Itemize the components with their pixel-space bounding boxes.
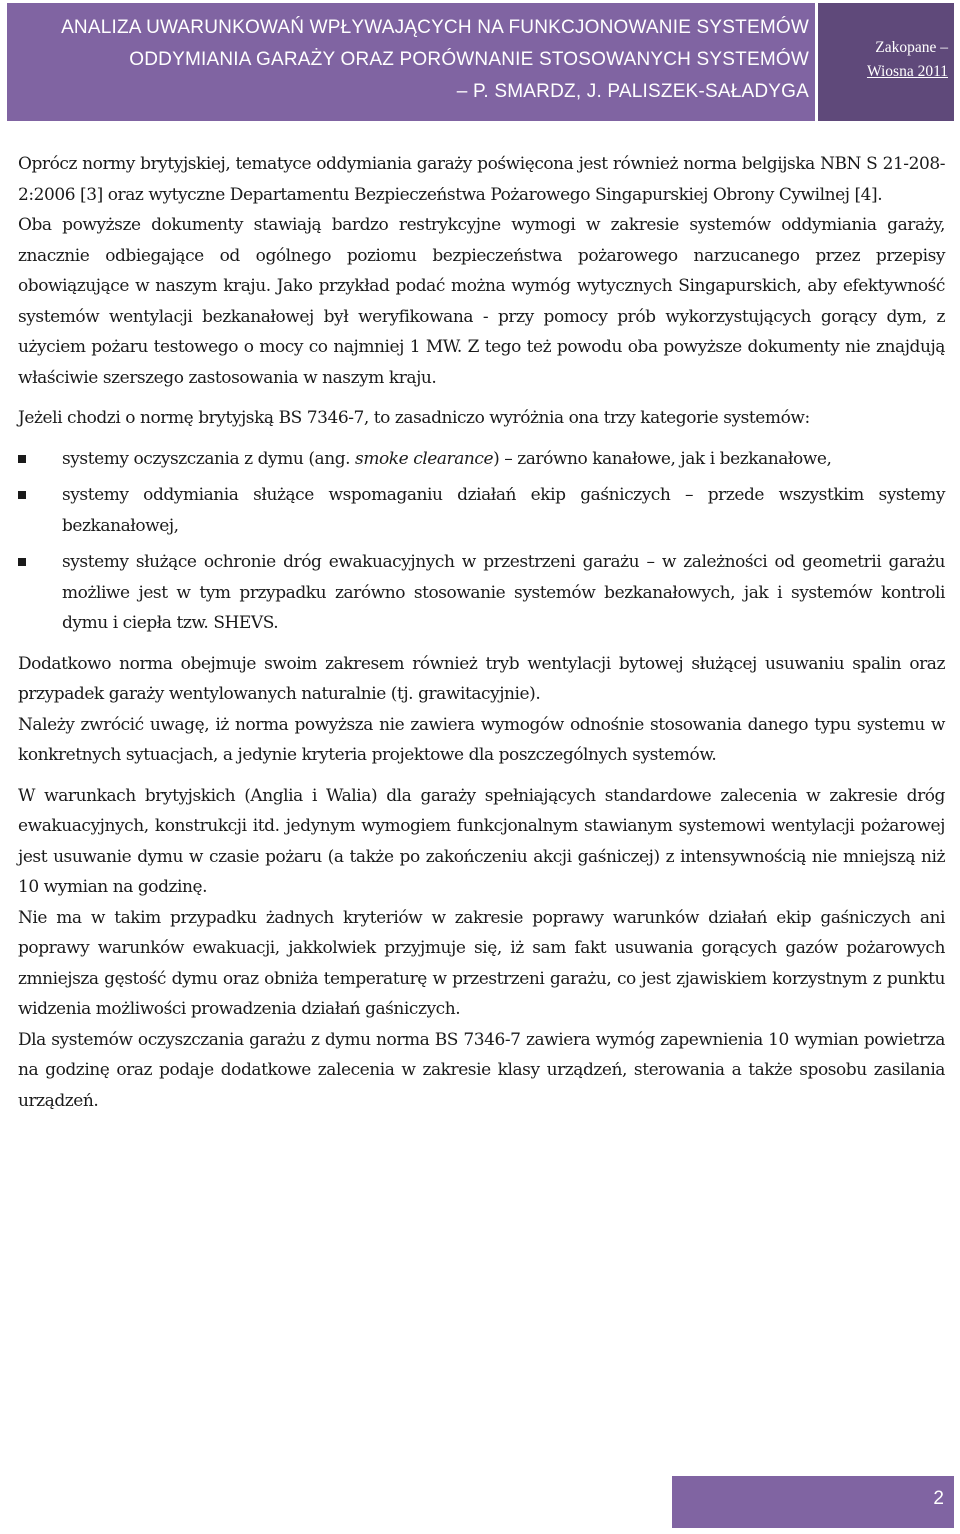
square-bullet-icon (18, 558, 26, 566)
header-authors: – P. SMARDZ, J. PALISZEK-SAŁADYGA (456, 81, 809, 102)
list-item (18, 547, 945, 639)
bullet-1-text-end: ) – zarówno kanałowe, jak i bezkanałowe, (493, 448, 832, 469)
bullet-1-emphasis: smoke clearance (355, 448, 494, 469)
paragraph-5: Należy zwrócić uwagę, iż norma powyższa nie zawiera wymogów odnośnie stosowania danego typu systemu w konkretnych sytuacjach, a jedynie kryteria projektowe dla poszczególnych systemów. (18, 714, 945, 765)
header-title-line-1: ANALIZA UWARUNKOWAŃ WPŁYWAJĄCYCH NA FUNKCJONOWANIE SYSTEMÓW (61, 17, 809, 38)
list-item (18, 444, 945, 475)
header-title-line-2: ODDYMIANIA GARAŻY ORAZ PORÓWNANIE STOSOWANYCH SYSTEMÓW (129, 49, 809, 70)
list-item (18, 480, 945, 541)
square-bullet-icon (18, 455, 26, 463)
bullet-1-text: systemy oczyszczania z dymu (ang. (62, 448, 356, 469)
paragraph-6: W warunkach brytyjskich (Anglia i Walia) dla garaży spełniających standardowe zalecenia w zakresie dróg ewakuacyjnych, konstrukcji itd. jedynym wymogiem funkcjonalnym stawianym systemowi wentylacji pożarowej jest usuwanie dymu w czasie pożaru (a także po zakończeniu akcji gaśniczej) z intensywnością nie mniejszą niż 10 wymian na godzinę. (18, 785, 945, 897)
header-title-block (7, 3, 815, 121)
paragraph-3: Jeżeli chodzi o normę brytyjską BS 7346-7, to zasadniczo wyróżnia ona trzy kategorie systemów: (18, 408, 810, 428)
page-number: 2 (933, 1488, 944, 1509)
header-meta-block (818, 3, 954, 121)
document-body (18, 149, 945, 1116)
square-bullet-icon (18, 491, 26, 499)
page-number-box (672, 1476, 954, 1528)
page-header (7, 3, 954, 121)
bullet-2-text: systemy oddymiania służące wspomaganiu działań ekip gaśniczych – przede wszystkim systemy bezkanałowej, (62, 485, 945, 536)
paragraph-7: Nie ma w takim przypadku żadnych kryteriów w zakresie poprawy warunków działań ekip gaśniczych ani poprawy warunków ewakuacji, jakkolwiek przyjmuje się, iż sam fakt usuwania gorących gazów pożarowych zmniejsza gęstość dymu oraz obniża temperaturę w przestrzeni garażu, co jest zjawiskiem korzystnym z punktu widzenia możliwości prowadzenia działań gaśniczych. (18, 907, 945, 1019)
paragraph-8: Dla systemów oczyszczania garażu z dymu norma BS 7346-7 zawiera wymóg zapewnienia 10 wymian powietrza na godzinę oraz podaje dodatkowe zalecenia w zakresie klasy urządzeń, sterowania a także sposobu zasilania urządzeń. (18, 1029, 945, 1111)
header-season: Wiosna 2011 (866, 63, 948, 80)
paragraph-4: Dodatkowo norma obejmuje swoim zakresem również tryb wentylacji bytowej służącej usuwaniu spalin oraz przypadek garaży wentylowanych naturalnie (tj. grawitacyjnie). (18, 653, 945, 704)
header-place: Zakopane – (875, 39, 948, 56)
system-categories-list (18, 444, 945, 639)
paragraph-1: Oprócz normy brytyjskiej, tematyce oddymiania garaży poświęcona jest również norma belgijska NBN S 21-208-2:2006 [3] oraz wytyczne Departamentu Bezpieczeństwa Pożarowego Singapurskiej Obrony Cywilnej [4]. (18, 154, 945, 205)
bullet-3-text: systemy służące ochronie dróg ewakuacyjnych w przestrzeni garażu – w zależności od geometrii garażu możliwe jest w tym przypadku zarówno stosowanie systemów bezkanałowych, jak i systemów kontroli dymu i ciepła tzw. SHEVS. (62, 552, 945, 633)
paragraph-2: Oba powyższe dokumenty stawiają bardzo restrykcyjne wymogi w zakresie systemów oddymiania garaży, znacznie odbiegające od ogólnego poziomu bezpieczeństwa pożarowego narzucanego przez przepisy obowiązujące w naszym kraju. Jako przykład podać można wymóg wytycznych Singapurskich, aby efektywność systemów wentylacji bezkanałowej był weryfikowana - przy pomocy prób wykorzystujących gorący dym, z użyciem pożaru testowego o mocy co najmniej 1 MW. Z tego też powodu oba powyższe dokumenty nie znajdują właściwie szerszego zastosowania w naszym kraju. (18, 215, 945, 388)
